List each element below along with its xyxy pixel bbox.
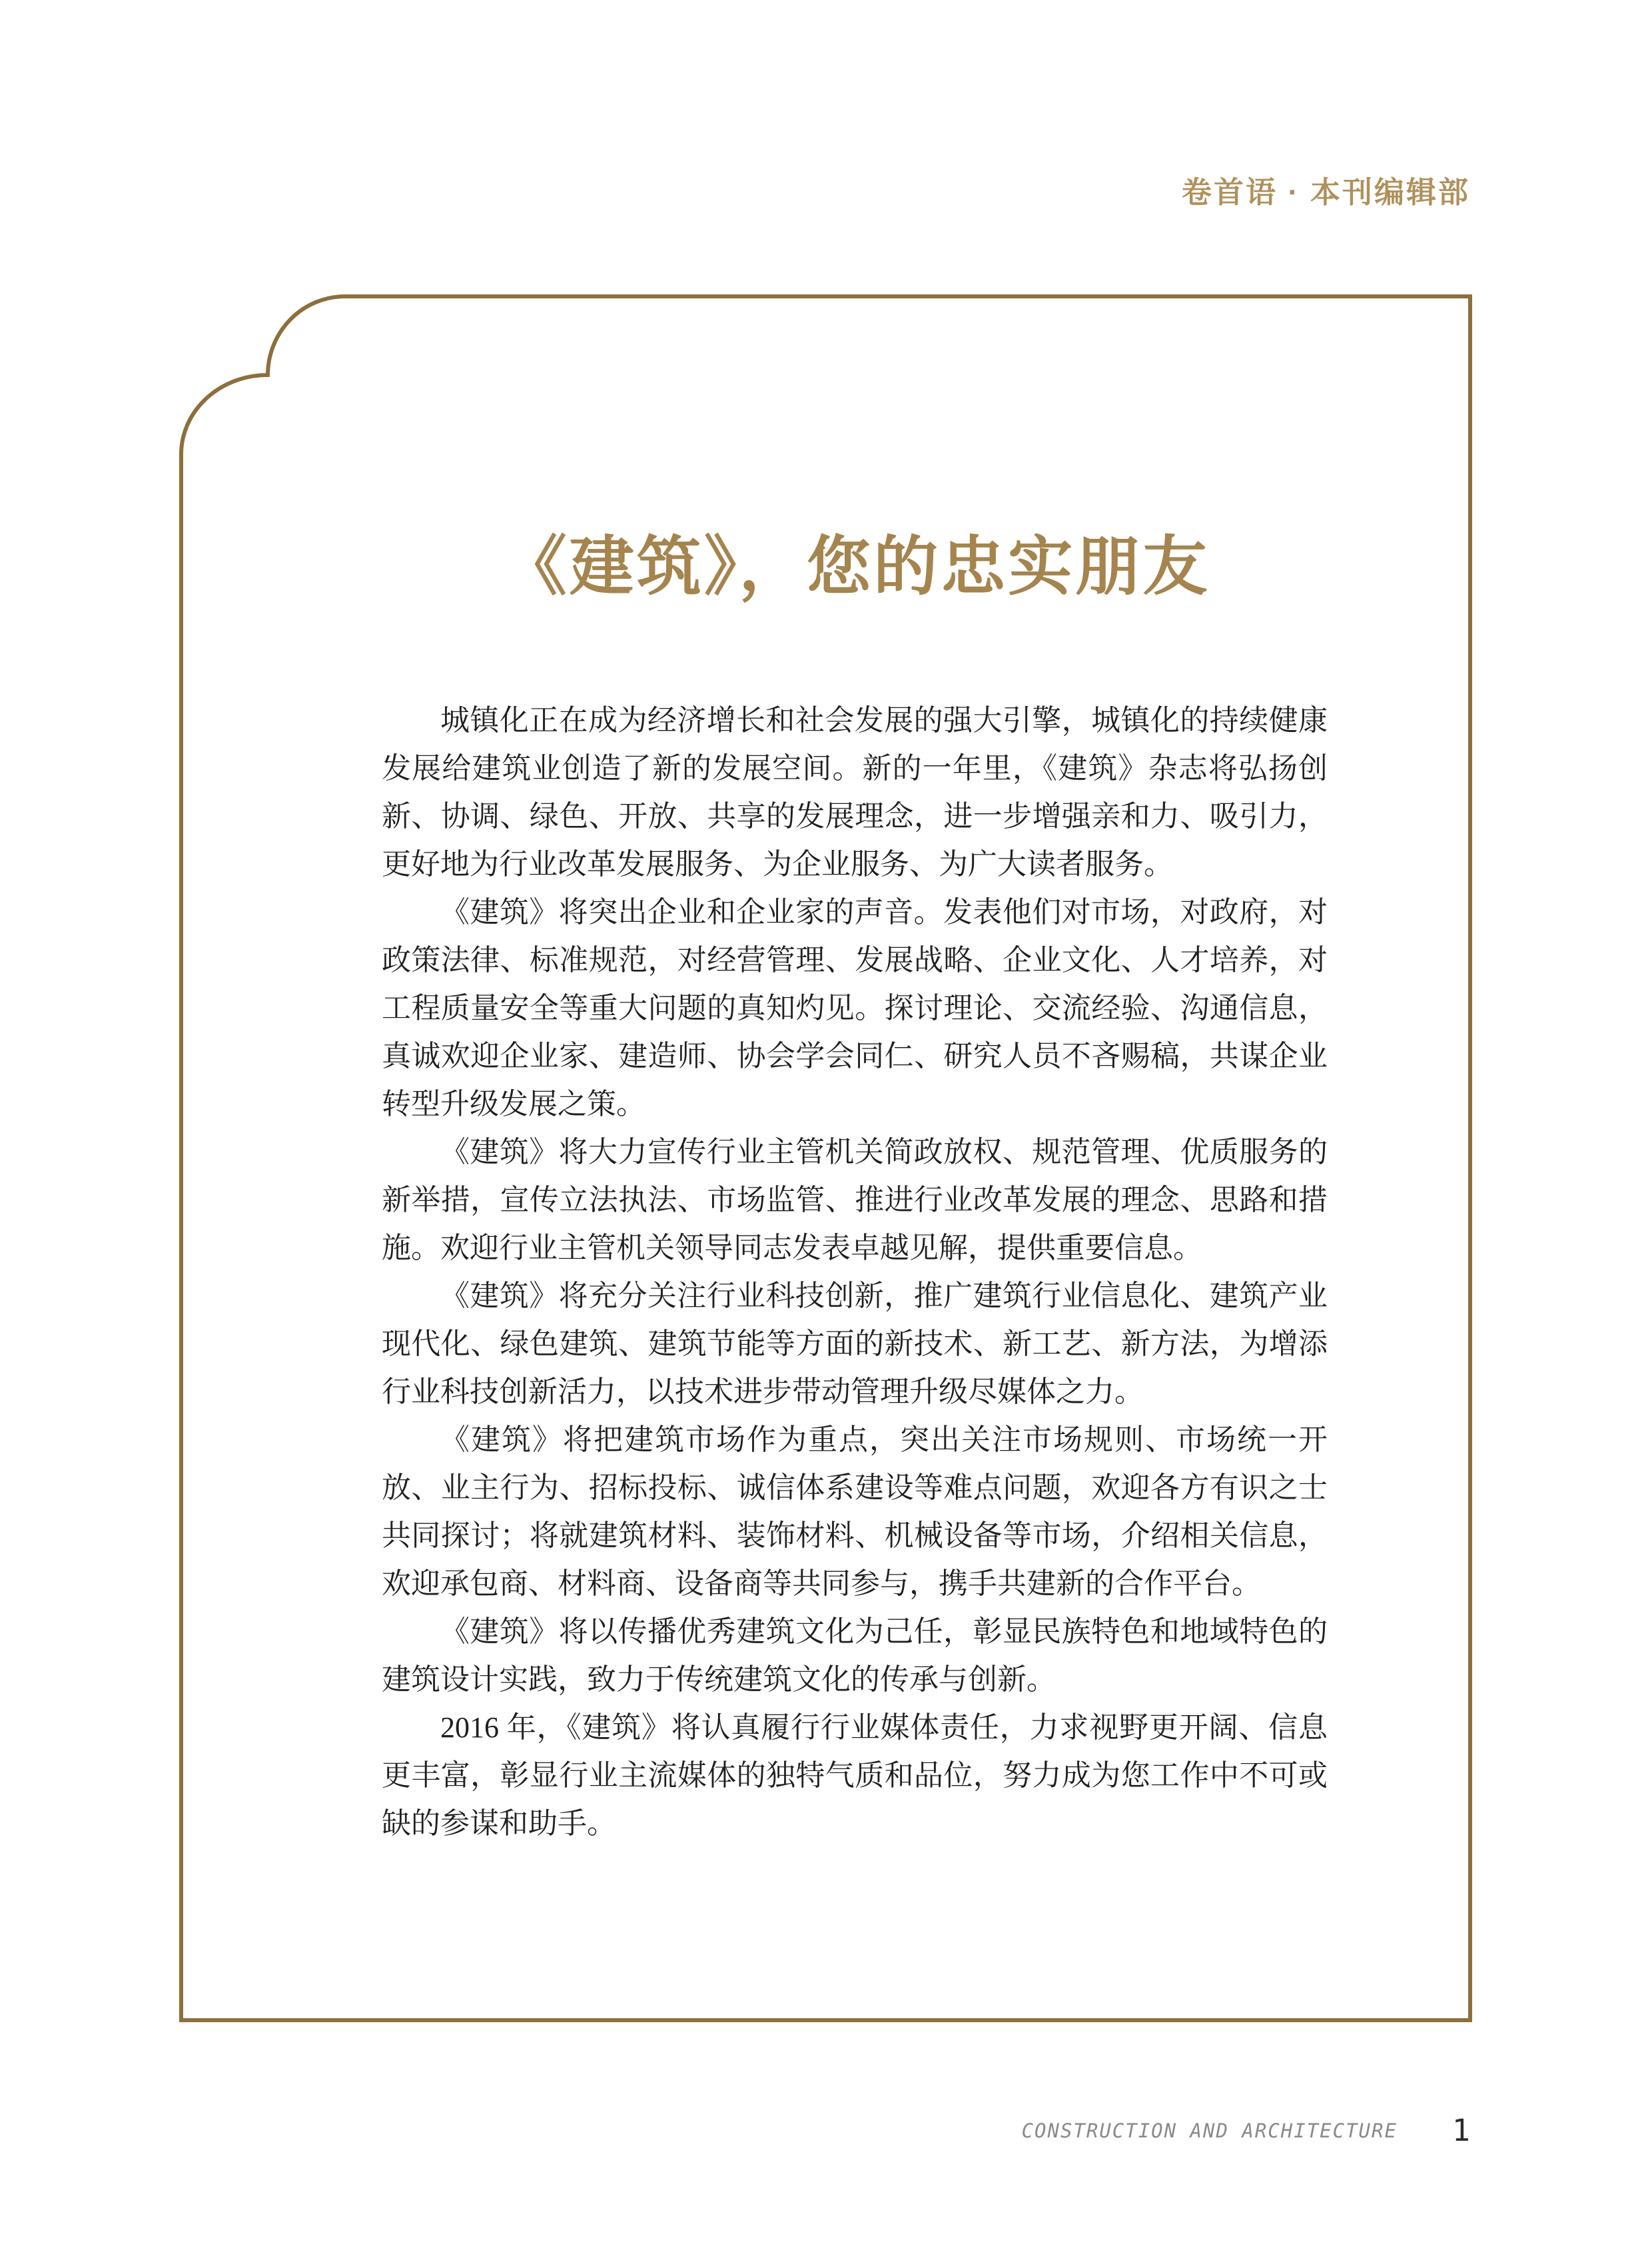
body-paragraph: 《建筑》将充分关注行业科技创新，推广建筑行业信息化、建筑产业现代化、绿色建筑、建筑节能等方面的新技术、新工艺、新方法，为增添行业科技创新活力，以技术进步带动管理升级尽媒体之力。 [382,1280,1328,1408]
body-paragraph: 《建筑》将把建筑市场作为重点，突出关注市场规则、市场统一开放、业主行为、招标投标、诚信体系建设等难点问题，欢迎各方有识之士共同探讨；将就建筑材料、装饰材料、机械设备等市场，介绍相关信息，欢迎承包商、材料商、设备商等共同参与，携手共建新的合作平台。 [382,1423,1328,1600]
page-title: 《建筑》，您的忠实朋友 [502,530,1210,603]
body-paragraph: 《建筑》将以传播优秀建筑文化为己任，彰显民族特色和地域特色的建筑设计实践，致力于传统建筑文化的传承与创新。 [382,1615,1328,1696]
body-paragraph: 城镇化正在成为经济增长和社会发展的强大引擎，城镇化的持续健康发展给建筑业创造了新的发展空间。新的一年里，《建筑》杂志将弘扬创新、协调、绿色、开放、共享的发展理念，进一步增强亲和力、吸引力，更好地为行业改革发展服务、为企业服务、为广大读者服务。 [382,704,1328,881]
body-paragraph: 2016 年，《建筑》将认真履行行业媒体责任，力求视野更开阔、信息更丰富，彰显行业主流媒体的独特气质和品位，努力成为您工作中不可或缺的参谋和助手。 [382,1711,1328,1840]
body-paragraph: 《建筑》将突出企业和企业家的声音。发表他们对市场，对政府，对政策法律、标准规范，对经营管理、发展战略、企业文化、人才培养，对工程质量安全等重大问题的真知灼见。探讨理论、交流经验、沟通信息，真诚欢迎企业家、建造师、协会学会同仁、研究人员不吝赐稿，共谋企业转型升级发展之策。 [382,896,1328,1120]
section-label: 卷首语 · 本刊编辑部 [1182,175,1470,209]
journal-name-english: CONSTRUCTION AND ARCHITECTURE [1021,2119,1398,2142]
page-footer [1022,2113,1470,2148]
page-number: 1 [1451,2113,1470,2148]
body-copy [382,697,1328,1848]
body-paragraph: 《建筑》将大力宣传行业主管机关简政放权、规范管理、优质服务的新举措，宣传立法执法、市场监管、推进行业改革发展的理念、思路和措施。欢迎行业主管机关领导同志发表卓越见解，提供重要信息。 [382,1136,1328,1264]
